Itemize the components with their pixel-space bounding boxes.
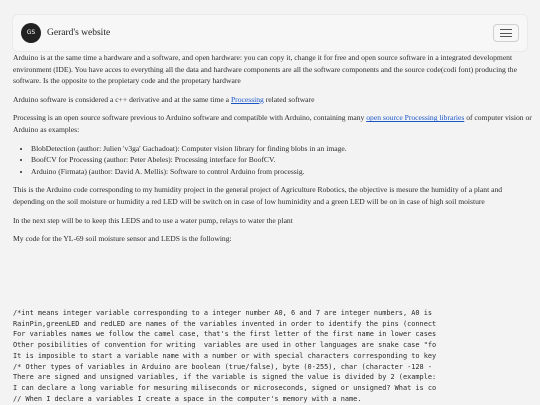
brand-link[interactable] (21, 23, 110, 43)
processing-libraries-link[interactable]: open source Processing libraries (366, 113, 465, 123)
site-title[interactable]: Gerard's website (47, 28, 111, 38)
code-line: It is imposible to start a variable name with a number or with special characters corresponding to key (13, 351, 437, 360)
code-line: /*int means integer variable corresponding to a integer number A0, 6 and 7 are integer numbers, A0 is (13, 309, 432, 317)
paragraph-next-step: In the next step will be to keep this LEDS and to use a water pump, relays to water the plant (13, 215, 293, 225)
list-item: • Arduino (Firmata) (author: David A. Mellis): Software to control Arduino from processig. (31, 166, 533, 178)
processing-link[interactable]: Processing (230, 94, 264, 104)
paragraph-humidity-project: This is the Arduino code corresponding to my humidity project in the general project of Agriculture Robotics, the objective is mesure the humidity of a plant and depending on the soil moisture or humidity a red LED will be switch on in case of low huminidity and a green LED will be on in case of high soil moisture (13, 185, 503, 206)
code-line: Other posibilities of convention for writing variables are used in other languages are snake case "fo (13, 341, 437, 350)
code-line: RainPin,greenLED and redLED are names of the variables invented in order to identify the pins (connect (13, 319, 437, 328)
paragraph-arduino-software: Arduino software is considered a c++ derivative and at the same time a Processing related software (13, 94, 315, 104)
list-item: • BlobDetection (author: Julien 'v3ga' Gachadoat): Computer vision library for finding blobs in an image. (31, 143, 533, 155)
code-line: There are signed and unsigned variables, if the variable is signed the value is divided by 2 (example: (13, 373, 437, 382)
code-line: // When I declare a variables I create a space in the computer's memory with a name. (13, 394, 362, 403)
paragraph-processing: Processing is an open source software previous to Arduino software and compatible with Arduino, containing many open source Processing libraries of computer vision or Arduino as examples: (13, 113, 532, 134)
code-line: I can declare a long variable for mesuring miliseconds or microseconds, signed or unsigned? What is co (13, 383, 437, 392)
code-line: /* Other types of variables in Arduino are boolean (true/false), byte (0-255), char (character -128 - (13, 362, 432, 371)
paragraph-code-intro: My code for the YL-69 soil moisture sensor and LEDS is the following: (13, 234, 232, 244)
code-block (13, 308, 540, 404)
article-content (13, 52, 533, 252)
paragraph-arduino-intro: Arduino is at the same time a hardware and a software, and open hardware: you can copy it, change it for free and open source software in a integrated development environment (IDE). You have acces to everything all the data and hardware components are all the software components and the source code(codi font) producing the software. Is the opposite to the propietary code and the propetary hardware (13, 53, 517, 86)
code-line: For variables names we follow the camel case, that's the first letter of the first name in lower cases (13, 330, 437, 339)
menu-toggle-button[interactable] (493, 24, 519, 42)
libraries-list (25, 143, 533, 178)
hamburger-menu-icon (500, 29, 512, 30)
list-item: • BoofCV for Processing (author: Peter Abeles): Processing interface for BoofCV. (31, 154, 533, 166)
site-logo: GS (21, 23, 41, 43)
navbar (12, 14, 528, 52)
